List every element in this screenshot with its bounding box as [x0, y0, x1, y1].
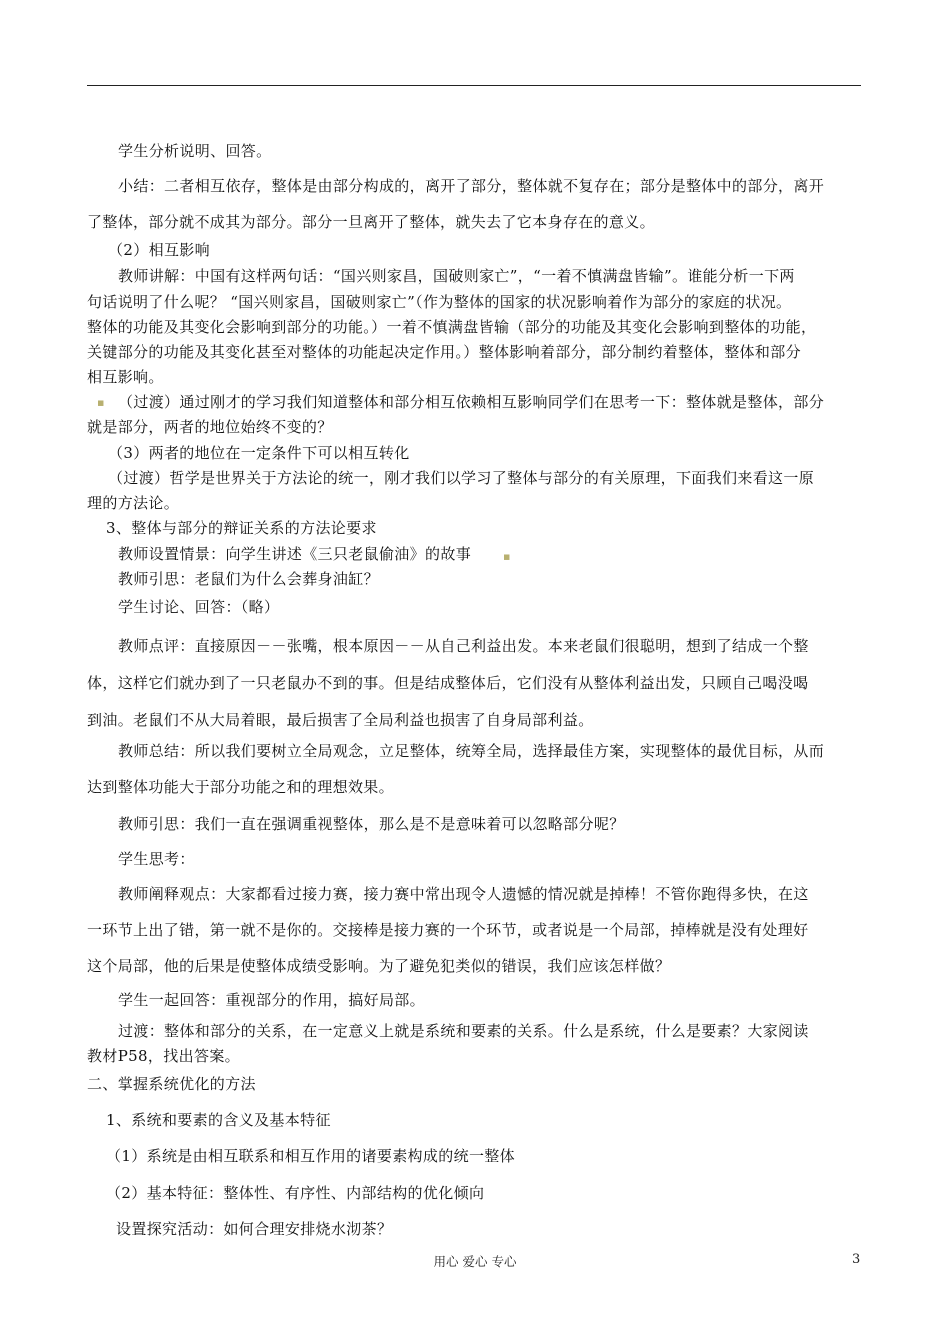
- text-line: 教师引思：老鼠们为什么会葬身油缸？: [118, 570, 379, 588]
- text-line: （过渡）哲学是世界关于方法论的统一，刚才我们以学习了整体与部分的有关原理，下面我们来看这一原: [108, 469, 815, 487]
- text-line: 学生一起回答：重视部分的作用，搞好局部。: [118, 991, 426, 1009]
- text-line: 相互影响。: [87, 368, 164, 386]
- text-line: 教师引思：我们一直在强调重视整体，那么是不是意味着可以忽略部分呢？: [118, 815, 625, 833]
- edit-mark-icon: ▪: [503, 550, 511, 563]
- text-line: 教材P58，找出答案。: [87, 1047, 241, 1065]
- text-line: 过渡：整体和部分的关系，在一定意义上就是系统和要素的关系。什么是系统，什么是要素？大家阅读: [118, 1022, 809, 1040]
- text-line: 这个局部，他的后果是使整体成绩受影响。为了避免犯类似的错误，我们应该怎样做？: [87, 957, 671, 975]
- text-line: 1、系统和要素的含义及基本特征: [106, 1111, 331, 1129]
- text-line: 一环节上出了错，第一就不是你的。交接棒是接力赛的一个环节，或者说是一个局部，掉棒就是没有处理好: [87, 921, 809, 939]
- text-line: 设置探究活动：如何合理安排烧水沏茶？: [116, 1220, 393, 1238]
- text-line: 体，这样它们就办到了一只老鼠办不到的事。但是结成整体后，它们没有从整体利益出发，只顾自己喝没喝: [87, 674, 809, 692]
- text-line: 教师讲解：中国有这样两句话：“国兴则家昌，国破则家亡”，“一着不慎满盘皆输”。谁能分析一下两: [118, 267, 795, 285]
- text-line: 学生思考：: [118, 850, 195, 868]
- text-line: 教师点评：直接原因－－张嘴，根本原因－－从自己利益出发。本来老鼠们很聪明，想到了结成一个整: [118, 637, 809, 655]
- text-line: 教师设置情景：向学生讲述《三只老鼠偷油》的故事: [118, 545, 472, 563]
- text-line: 句话说明了什么呢？ “国兴则家昌，国破则家亡”（作为整体的国家的状况影响着作为部分的家庭的状况。: [87, 293, 792, 311]
- text-line: 小结：二者相互依存，整体是由部分构成的，离开了部分，整体就不复存在；部分是整体中的部分，离开: [118, 177, 825, 195]
- edit-mark-icon: ▪: [97, 396, 105, 409]
- text-line: 了整体，部分就不成其为部分。部分一旦离开了整体，就失去了它本身存在的意义。: [87, 213, 655, 231]
- page-number: 3: [852, 1252, 861, 1267]
- text-line: 学生分析说明、回答。: [118, 142, 272, 160]
- text-line: （过渡）通过刚才的学习我们知道整体和部分相互依赖相互影响同学们在思考一下：整体就是整体，部分: [118, 393, 825, 411]
- text-line: 二、掌握系统优化的方法: [87, 1075, 256, 1093]
- text-line: 整体的功能及其变化会影响到部分的功能。）一着不慎满盘皆输（部分的功能及其变化会影响到整体的功能，: [87, 318, 817, 336]
- text-line: 3、整体与部分的辩证关系的方法论要求: [106, 519, 377, 537]
- text-line: 到油。老鼠们不从大局着眼，最后损害了全局利益也损害了自身局部利益。: [87, 711, 594, 729]
- footer-motto: 用心 爱心 专心: [433, 1254, 517, 1269]
- text-line: 关键部分的功能及其变化甚至对整体的功能起决定作用。）整体影响着部分，部分制约着整体，整体和部分: [87, 343, 801, 361]
- text-line: （2）基本特征：整体性、有序性、内部结构的优化倾向: [106, 1184, 485, 1202]
- text-line: 就是部分，两者的地位始终不变的？: [87, 418, 333, 436]
- text-line: （2）相互影响: [108, 241, 210, 259]
- text-line: 教师阐释观点：大家都看过接力赛，接力赛中常出现令人遗憾的情况就是掉棒！不管你跑得多快，在这: [118, 885, 809, 903]
- text-line: 达到整体功能大于部分功能之和的理想效果。: [87, 778, 395, 796]
- text-line: 理的方法论。: [87, 494, 180, 512]
- text-line: （1）系统是由相互联系和相互作用的诸要素构成的统一整体: [106, 1147, 515, 1165]
- text-line: 教师总结：所以我们要树立全局观念，立足整体，统筹全局，选择最佳方案，实现整体的最优目标，从而: [118, 742, 825, 760]
- text-line: （3）两者的地位在一定条件下可以相互转化: [108, 444, 410, 462]
- header-rule: [87, 85, 861, 86]
- text-line: 学生讨论、回答：（略）: [118, 598, 280, 616]
